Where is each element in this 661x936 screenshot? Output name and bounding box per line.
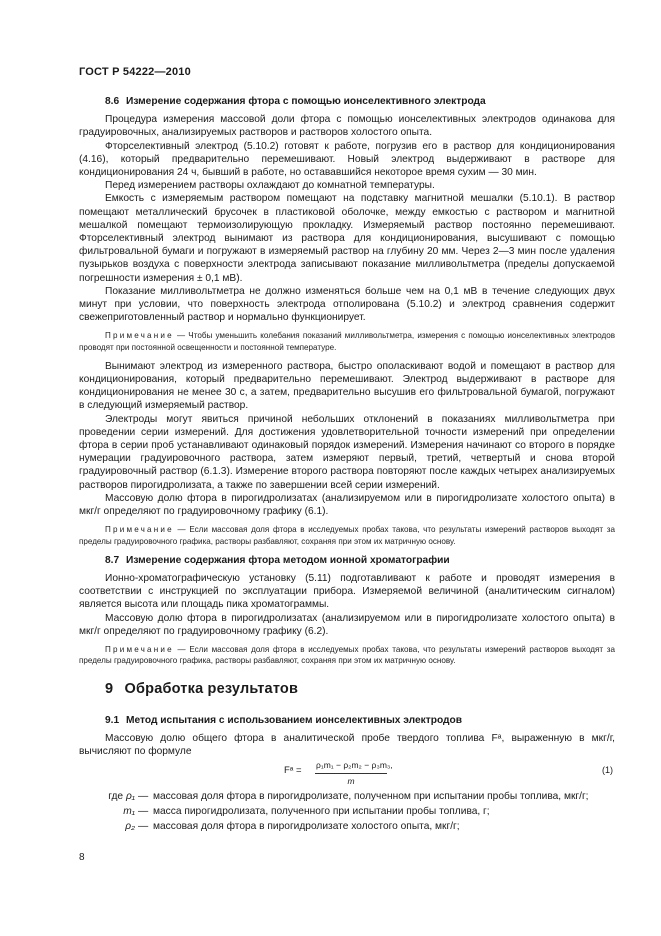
definition-text: массовая доля фтора в пирогидролизате холостого опыта, мкг/г;: [153, 821, 460, 833]
paragraph: Емкость с измеряемым раствором помещают на подставку магнитной мешалки (5.10.1). В раствор помещают металлический брусочек в пластиковой оболочке, между емкостью с раствором и магнитной мешалкой помещают термоизолирующую прокладку. Измеряемый раствор постоянно перемешивают. Фторселективный электрод вынимают из раствора для кондиционирования, высушивают с помощью фильтровальной бумаги и погружают в измеряемый раствор на глубину 20 мм. Через 2—3 мин после удаления пузырьков воздуха с поверхности электрода записывают показание милливольтметра (пределы допускаемой погрешности измерения ± 0,1 мВ).: [79, 193, 615, 284]
definition-symbol: [108, 790, 135, 803]
symbol: ρ₂: [125, 821, 135, 833]
definition-where: где: [108, 791, 124, 803]
section-number: 9.1: [105, 714, 120, 726]
formula-denominator: m: [347, 776, 355, 787]
paragraph: Перед измерением растворы охлаждают до комнатной температуры.: [105, 180, 435, 192]
note-label: Примечание: [105, 525, 174, 535]
definition-item: [79, 805, 615, 820]
section-title: Обработка результатов: [124, 681, 299, 698]
paragraph: Массовую долю общего фтора в аналитической пробе твердого топлива Fᵃ, выраженную в мкг/г, вычисляют по формуле: [79, 732, 615, 757]
definition-item: [79, 790, 615, 805]
formula-tail: ,: [390, 760, 393, 771]
page-number: 8: [79, 852, 85, 863]
note-label: Примечание: [105, 644, 174, 654]
paragraph: Показание милливольтметра не должно изменяться больше чем на 0,1 мВ в течение следующих двух минут при условии, что поверхность электрода отполирована (5.10.2) и электрод сравнения содержит свежеприготовленный раствор и нормально функционирует.: [79, 285, 615, 324]
section-title: Метод испытания с использованием ионселективных электродов: [126, 714, 462, 726]
section-title: Измерение содержания фтора с помощью ионселективного электрода: [126, 96, 486, 107]
note-label: Примечание: [105, 331, 174, 341]
formula-lhs: Fᵃ =: [284, 765, 302, 777]
paragraph: Массовую долю фтора в пирогидролизатах (анализируемом или в пирогидролизате холостого опыта) в мкг/г определяют по градуировочному графику (6.2).: [79, 612, 615, 637]
section-number: 9: [105, 681, 114, 698]
formula-1: [79, 760, 615, 786]
formula-numerator: [315, 759, 393, 774]
section-title: Измерение содержания фтора методом ионной хроматографии: [126, 554, 450, 566]
definitions-list: [79, 790, 615, 835]
note-text: — Если массовая доля фтора в исследуемых пробах такова, что результаты измерений растворов выходят за пределы градуировочного графика, растворы разбавляют, сохраняя при этом их матричную основу.: [79, 525, 615, 546]
definition-dash: —: [138, 821, 149, 833]
definition-symbol: [125, 820, 135, 833]
section-8-6-heading: [79, 95, 615, 108]
paragraph: Массовую долю фтора в пирогидролизатах (анализируемом или в пирогидролизате холостого опыта) в мкг/г определяют по градуировочному графику (6.1).: [79, 492, 615, 518]
definition-dash: —: [138, 791, 149, 803]
definition-text: массовая доля фтора в пирогидролизате, полученном при испытании пробы топлива, мкг/г;: [153, 791, 589, 803]
formula-numerator-text: ρ₁m₁ − ρ₂m₂ − ρ₃m₃: [316, 760, 391, 771]
paragraph: Вынимают электрод из измеренного раствора, быстро ополаскивают водой и помещают в раствор для кондиционирования, который предварительно перемешивают. Электрод выдерживают в растворе для кондиционирования не менее 30 с, а затем, предварительно высушив его фильтровальной бумагой, погружают в следующий измеряемый раствор.: [79, 360, 615, 412]
symbol: ρ₁: [125, 791, 135, 803]
section-number: 8.7: [105, 554, 120, 566]
formula-fraction: [315, 759, 393, 788]
section-9-heading: [79, 683, 615, 696]
document-header: ГОСТ Р 54222—2010: [79, 66, 191, 78]
note: [79, 330, 615, 352]
note: [79, 524, 615, 546]
paragraph: Фторселективный электрод (5.10.2) готовят к работе, погрузив его в раствор для кондиционирования (4.16), который предварительно перемешивают. Новый электрод выдерживают в растворе для кондиционирования 24 ч, бывший в работе, но остававшийся некоторое время сухим — 30 мин.: [79, 140, 615, 179]
section-8-7-heading: [79, 554, 615, 567]
definition-item: [79, 820, 615, 835]
note-text: — Чтобы уменьшить колебания показаний милливольтметра, измерения с помощью ионселективных электродов проводят при постоянной освещенности и постоянной температуре.: [79, 331, 615, 352]
paragraph: Электроды могут явиться причиной небольших отклонений в показаниях милливольтметра при проведении серии измерений. Для достижения удовлетворительной точности измерений при определении фтора в серии проб устанавливают одинаковый порядок измерений. Измерения начинают со второго в порядке нумерации градуировочного раствора, затем измеряют первый, третий, четвертый и снова второй градуировочный раствор (6.1.3). Измерение второго раствора повторяют после каждых четырех анализируемых растворов пирогидролизата, а также по завершении всей серии измерений.: [79, 413, 615, 491]
symbol: m₁: [123, 806, 135, 818]
definition-symbol: [123, 805, 135, 818]
equation-number: (1): [602, 765, 613, 776]
section-9-1-heading: [79, 714, 615, 727]
paragraph: Ионно-хроматографическую установку (5.11) подготавливают к работе и проводят измерения в соответствии с инструкцией по эксплуатации прибора. Измеряемой величиной (аналитическим сигналом) является высота или площадь пика хроматограммы.: [79, 572, 615, 611]
definition-dash: —: [138, 806, 149, 818]
definition-text: масса пирогидролизата, полученного при испытании пробы топлива, г;: [153, 806, 490, 818]
note: [79, 644, 615, 666]
page-content: [79, 95, 615, 835]
section-number: 8.6: [105, 96, 120, 107]
paragraph: Процедура измерения массовой доли фтора с помощью ионселективных электродов одинакова для градуировочных, анализируемых растворов и растворов холостого опыта.: [79, 114, 615, 139]
note-text: — Если массовая доля фтора в исследуемых пробах такова, что результаты измерений растворов выходят за пределы градуировочного графика, растворы разбавляют, сохраняя при этом их матричную основу.: [79, 644, 615, 666]
